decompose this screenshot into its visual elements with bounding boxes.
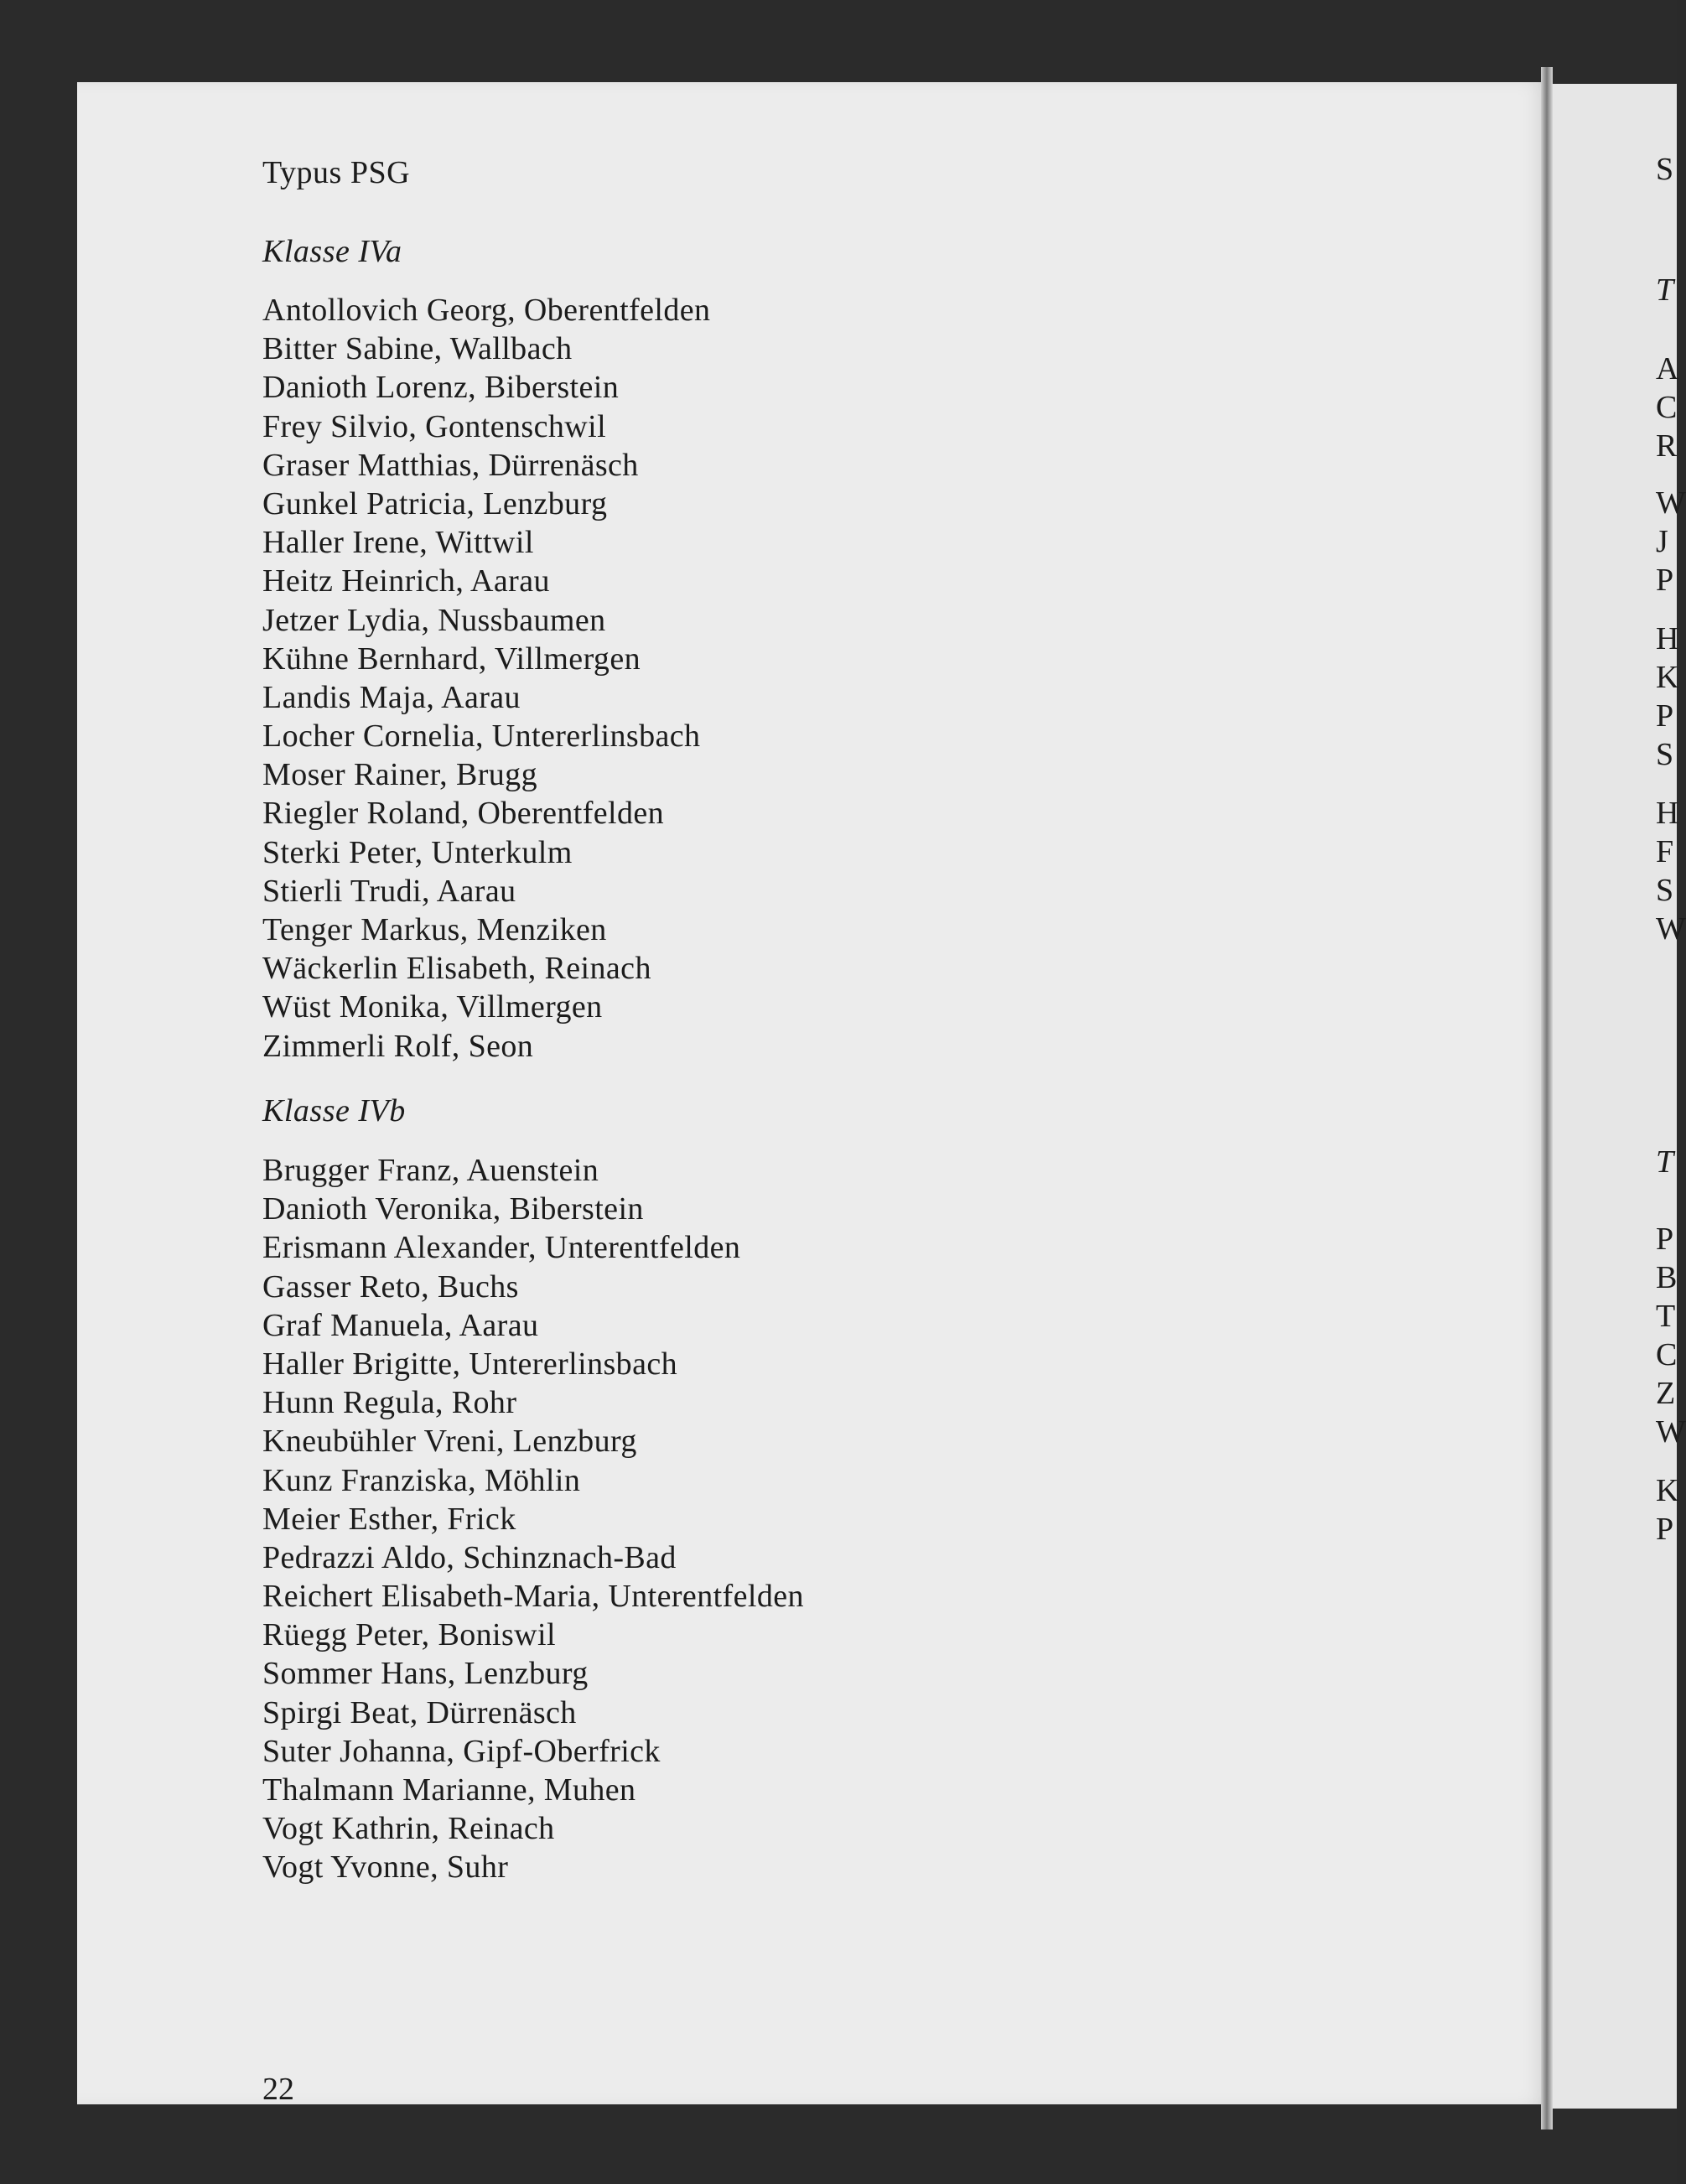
list-item: Sterki Peter, Unterkulm [262,834,573,870]
name-list-ivb [262,1151,804,1887]
list-item: Kühne Bernhard, Villmergen [262,641,641,677]
facing-letter: A [1656,351,1679,386]
list-item: Graf Manuela, Aarau [262,1307,539,1343]
facing-letter: C [1656,390,1678,425]
facing-letter: T [1656,272,1674,308]
facing-letter: W [1656,911,1686,947]
list-item: Frey Silvio, Gontenschwil [262,408,607,444]
list-item: Wäckerlin Elisabeth, Reinach [262,951,651,987]
section-title-ivb: Klasse IVb [262,1093,406,1128]
facing-letter: S [1656,737,1674,772]
facing-letter: J [1656,524,1668,559]
facing-letter: H [1656,621,1679,656]
list-item: Rüegg Peter, Boniswil [262,1617,556,1653]
list-item: Haller Irene, Wittwil [262,525,534,561]
list-item: Meier Esther, Frick [262,1501,516,1537]
list-item: Hunn Regula, Rohr [262,1385,517,1421]
list-item: Pedrazzi Aldo, Schinznach-Bad [262,1539,677,1575]
facing-letter: R [1656,428,1678,464]
page-number: 22 [262,2072,294,2107]
facing-letter: W [1656,485,1686,521]
name-list-iva [262,291,710,1066]
list-item: Kneubühler Vreni, Lenzburg [262,1424,637,1460]
facing-letter: W [1656,1414,1686,1450]
facing-letter: F [1656,834,1674,869]
facing-page [1553,84,1677,2109]
list-item: Danioth Lorenz, Biberstein [262,370,620,406]
list-item: Tenger Markus, Menziken [262,912,607,947]
page-heading: Typus PSG [262,155,411,190]
facing-letter: K [1656,1473,1679,1508]
list-item: Thalmann Marianne, Muhen [262,1772,636,1808]
list-item: Sommer Hans, Lenzburg [262,1656,589,1692]
list-item: Brugger Franz, Auenstein [262,1153,599,1188]
facing-letter: P [1656,563,1674,598]
list-item: Jetzer Lydia, Nussbaumen [262,602,606,638]
list-item: Vogt Kathrin, Reinach [262,1811,555,1847]
list-item: Stierli Trudi, Aarau [262,873,516,909]
list-item: Suter Johanna, Gipf-Oberfrick [262,1733,661,1769]
list-item: Danioth Veronika, Biberstein [262,1191,644,1227]
list-item: Antollovich Georg, Oberentfelden [262,293,711,328]
list-item: Graser Matthias, Dürrenäsch [262,447,639,483]
list-item: Locher Cornelia, Untererlinsbach [262,718,701,755]
facing-letter: T [1656,1299,1676,1334]
list-item: Reichert Elisabeth-Maria, Unterentfelden [262,1579,804,1615]
list-item: Haller Brigitte, Untererlinsbach [262,1346,678,1382]
list-item: Zimmerli Rolf, Seon [262,1028,534,1064]
facing-letter: T [1656,1144,1674,1180]
facing-letter: C [1656,1337,1678,1372]
list-item: Spirgi Beat, Dürrenäsch [262,1694,577,1730]
list-item: Gunkel Patricia, Lenzburg [262,485,608,521]
section-title-iva: Klasse IVa [262,234,402,269]
facing-letter: H [1656,796,1679,831]
facing-letter: S [1656,152,1674,187]
list-item: Bitter Sabine, Wallbach [262,331,573,367]
facing-letter: P [1656,698,1674,734]
facing-letter: P [1656,1222,1674,1257]
list-item: Landis Maja, Aarau [262,679,521,715]
list-item: Riegler Roland, Oberentfelden [262,796,665,832]
list-item: Kunz Franziska, Möhlin [262,1462,581,1498]
list-item: Vogt Yvonne, Suhr [262,1849,509,1886]
facing-letter: S [1656,873,1674,908]
facing-letter: P [1656,1512,1674,1547]
list-item: Moser Rainer, Brugg [262,757,537,793]
book-gutter [1541,67,1553,2130]
facing-letter: K [1656,660,1679,695]
list-item: Wüst Monika, Villmergen [262,989,603,1025]
facing-letter: Z [1656,1376,1676,1411]
list-item: Gasser Reto, Buchs [262,1268,519,1305]
list-item: Erismann Alexander, Unterentfelden [262,1230,741,1266]
list-item: Heitz Heinrich, Aarau [262,563,550,599]
facing-letter: B [1656,1260,1678,1295]
